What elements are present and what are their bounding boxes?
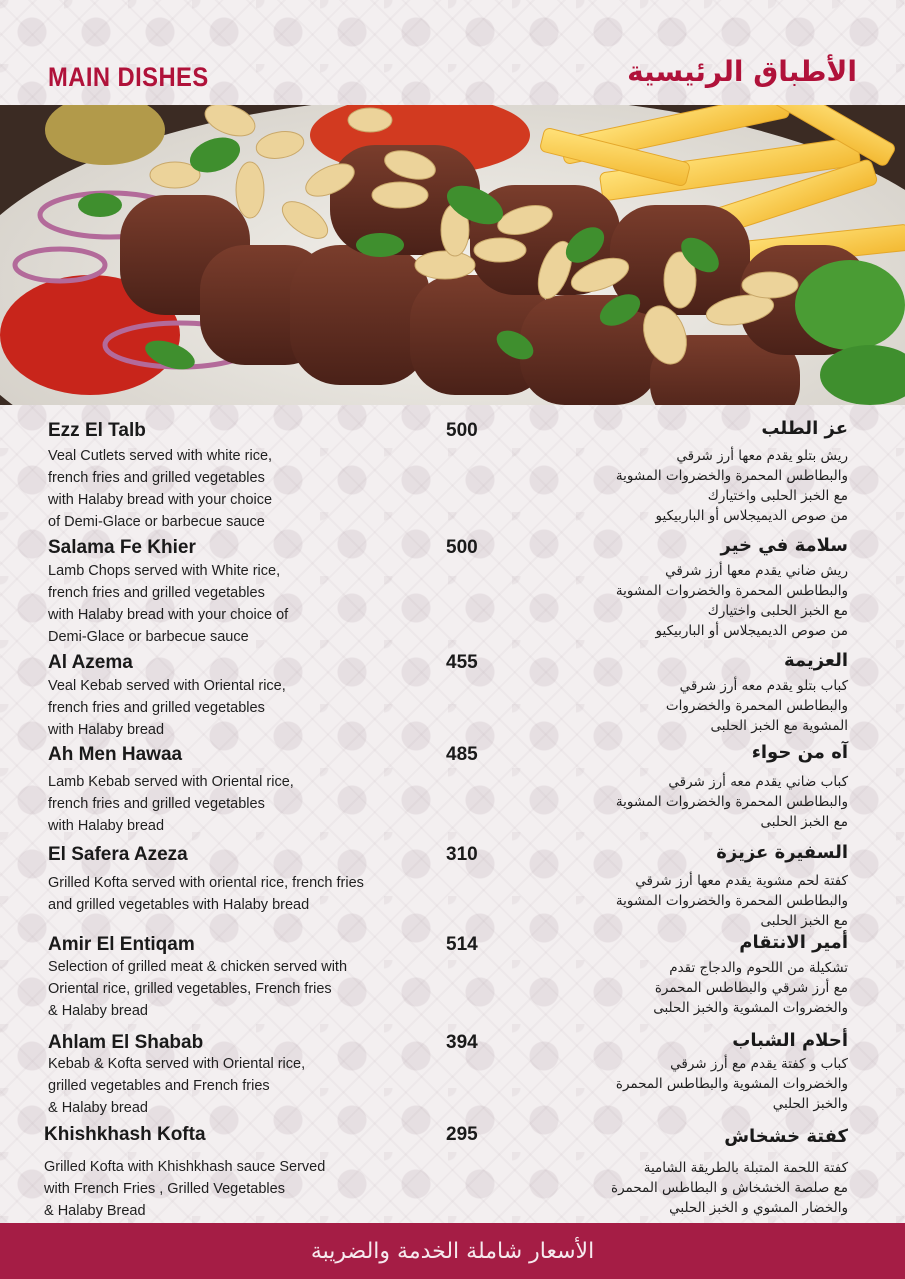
dish-description: Grilled Kofta served with oriental rice, french fries and grilled vegetables with Halaby bread bbox=[48, 875, 364, 913]
dish-name-ar: العزيمة bbox=[783, 650, 848, 671]
kebab-plate-illustration bbox=[0, 105, 905, 405]
dish-description-ar: كباب و كفتة يقدم مع أرز شرقي والخضروات المشوية والبطاطس المحمرة والخبز الحلبي bbox=[615, 1056, 848, 1112]
dish-description-ar: كباب بتلو يقدم معه أرز شرقي والبطاطس المحمرة والخضروات المشوية مع الخبز الحلبى bbox=[665, 678, 848, 734]
price-note-footer bbox=[0, 1223, 905, 1279]
dish-price: 394 bbox=[446, 1032, 478, 1053]
dish-description-ar: ريش بتلو يقدم معها أرز شرقي والبطاطس المحمرة والخضروات المشوية مع الخبز الحلبى واختيارك من صوص الديميجلاس أو الباربيكيو bbox=[615, 448, 848, 524]
dish-description: Veal Kebab served with Oriental rice, french fries and grilled vegetables with Halaby bread bbox=[48, 678, 286, 738]
dish-name-ar: السفيرة عزيزة bbox=[716, 842, 848, 863]
dish-price: 295 bbox=[446, 1124, 478, 1145]
dish-description: Lamb Chops served with White rice, french fries and grilled vegetables with Halaby bread with your choice of Demi-Glace or barbecue sauce bbox=[48, 563, 289, 645]
dish-description: Lamb Kebab served with Oriental rice, french fries and grilled vegetables with Halaby bread bbox=[48, 774, 294, 834]
page-title-en: MAIN DISHES bbox=[48, 62, 209, 92]
dish-name-ar: سلامة في خير bbox=[720, 535, 848, 556]
dish-price: 455 bbox=[446, 652, 478, 673]
dish-description: Selection of grilled meat & chicken served with Oriental rice, grilled vegetables, French fries & Halaby bread bbox=[48, 959, 348, 1019]
dish-price: 485 bbox=[446, 744, 478, 765]
dish-price: 500 bbox=[446, 420, 478, 441]
dish-description: Grilled Kofta with Khishkhash sauce Served with French Fries , Grilled Vegetables & Halaby Bread bbox=[44, 1159, 326, 1219]
page-title-ar: الأطباق الرئيسية bbox=[627, 55, 857, 88]
dish-name-ar: أمير الانتقام bbox=[739, 932, 848, 953]
dish-name: Amir El Entiqam bbox=[48, 934, 195, 955]
dish-name: Ah Men Hawaa bbox=[48, 744, 183, 765]
dish-name: Ezz El Talb bbox=[48, 420, 146, 441]
dish-name: Khishkhash Kofta bbox=[44, 1124, 206, 1145]
dish-price: 310 bbox=[446, 844, 478, 865]
dish-name-ar: عز الطلب bbox=[761, 418, 848, 439]
dish-name-ar: كفتة خشخاش bbox=[724, 1126, 848, 1147]
dish-name: Salama Fe Khier bbox=[48, 537, 196, 558]
dish-description: Veal Cutlets served with white rice, french fries and grilled vegetables with Halaby bread with your choice of Demi-Glace or barbecue sauce bbox=[48, 448, 273, 530]
dish-description-ar: كفتة لحم مشوية يقدم معها أرز شرقي والبطاطس المحمرة والخضروات المشوية مع الخبز الحلبى bbox=[615, 873, 848, 929]
dish-price: 514 bbox=[446, 934, 478, 955]
dish-name-ar: أحلام الشباب bbox=[732, 1030, 848, 1051]
dish-description-ar: ريش ضاني يقدم معها أرز شرقي والبطاطس المحمرة والخضروات المشوية مع الخبز الحلبى واختيارك من صوص الديميجلاس أو الباربيكيو bbox=[615, 563, 848, 639]
dish-name: El Safera Azeza bbox=[48, 844, 188, 865]
tax-service-note: الأسعار شاملة الخدمة والضريبة bbox=[310, 1238, 595, 1264]
dish-name: Al Azema bbox=[48, 652, 133, 673]
dish-name-ar: آه من حواء bbox=[751, 742, 848, 763]
dish-description-ar: كباب ضاني يقدم معه أرز شرقي والبطاطس المحمرة والخضروات المشوية مع الخبز الحلبى bbox=[615, 774, 848, 830]
dish-price: 500 bbox=[446, 537, 478, 558]
page-header bbox=[0, 0, 905, 105]
dish-description-ar: كفتة اللحمة المتبلة بالطريقة الشامية مع صلصة الخشخاش و البطاطس المحمرة والخضار المشوي و الخبز الحلبي bbox=[611, 1160, 848, 1216]
dish-description: Kebab & Kofta served with Oriental rice, grilled vegetables and French fries & Halaby bread bbox=[48, 1056, 306, 1116]
dish-description-ar: تشكيلة من اللحوم والدجاج تقدم مع أرز شرقي والبطاطس المحمرة والخضروات المشوية والخبز الحلبى bbox=[653, 960, 848, 1016]
dish-name: Ahlam El Shabab bbox=[48, 1032, 204, 1053]
hero-food-image bbox=[0, 105, 905, 405]
